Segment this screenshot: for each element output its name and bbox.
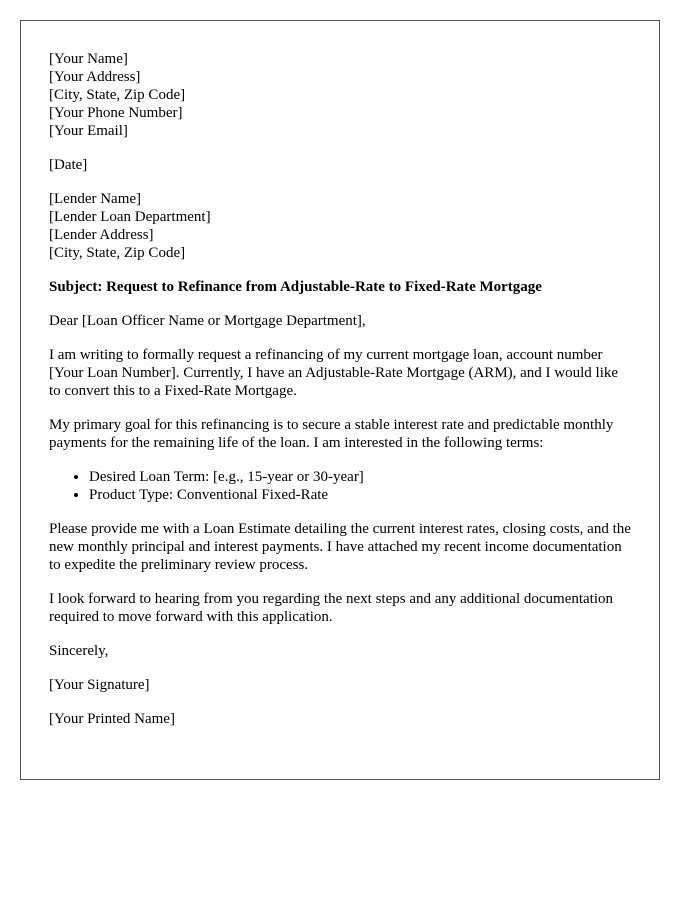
recipient-department: [Lender Loan Department]	[49, 209, 211, 225]
recipient-block	[49, 190, 631, 262]
letter-date: [Date]	[49, 157, 88, 173]
date-block	[49, 156, 631, 174]
letter-page	[20, 20, 660, 780]
list-item: • Desired Loan Term: [e.g., 15-year or 30-year]	[89, 468, 631, 486]
letter-subject: Subject: Request to Refinance from Adjustable-Rate to Fixed-Rate Mortgage	[49, 279, 542, 295]
printed-name: [Your Printed Name]	[49, 711, 175, 727]
signoff-closing-block	[49, 642, 631, 660]
terms-list	[49, 468, 631, 504]
recipient-name: [Lender Name]	[49, 191, 142, 207]
sender-name: [Your Name]	[49, 51, 128, 67]
sender-address: [Your Address]	[49, 69, 141, 85]
recipient-address: [Lender Address]	[49, 227, 154, 243]
subject-block	[49, 278, 631, 296]
salutation-block	[49, 312, 631, 330]
sender-block	[49, 50, 631, 140]
request-paragraph: Please provide me with a Loan Estimate detailing the current interest rates, closing costs, and the new monthly principal and interest payments. I have attached my recent income documentation to expedite the preliminary review process.	[49, 521, 631, 573]
letter-salutation: Dear [Loan Officer Name or Mortgage Department],	[49, 313, 366, 329]
sender-email: [Your Email]	[49, 123, 128, 139]
signoff-closing: Sincerely,	[49, 643, 109, 659]
signature-block	[49, 676, 631, 694]
goal-paragraph: My primary goal for this refinancing is to secure a stable interest rate and predictable monthly payments for the remaining life of the loan. I am interested in the following terms:	[49, 417, 614, 451]
intro-paragraph: I am writing to formally request a refinancing of my current mortgage loan, account number [Your Loan Number]. Currently, I have an Adjustable-Rate Mortgage (ARM), and I would like to convert this to a Fixed-Rate Mortgage.	[49, 347, 619, 399]
recipient-city-state-zip: [City, State, Zip Code]	[49, 245, 186, 261]
signature-placeholder: [Your Signature]	[49, 677, 150, 693]
printed-name-block	[49, 710, 631, 728]
closing-paragraph: I look forward to hearing from you regarding the next steps and any additional documentation required to move forward with this application.	[49, 591, 614, 625]
sender-phone: [Your Phone Number]	[49, 105, 183, 121]
sender-city-state-zip: [City, State, Zip Code]	[49, 87, 186, 103]
list-item: • Product Type: Conventional Fixed-Rate	[89, 486, 631, 504]
